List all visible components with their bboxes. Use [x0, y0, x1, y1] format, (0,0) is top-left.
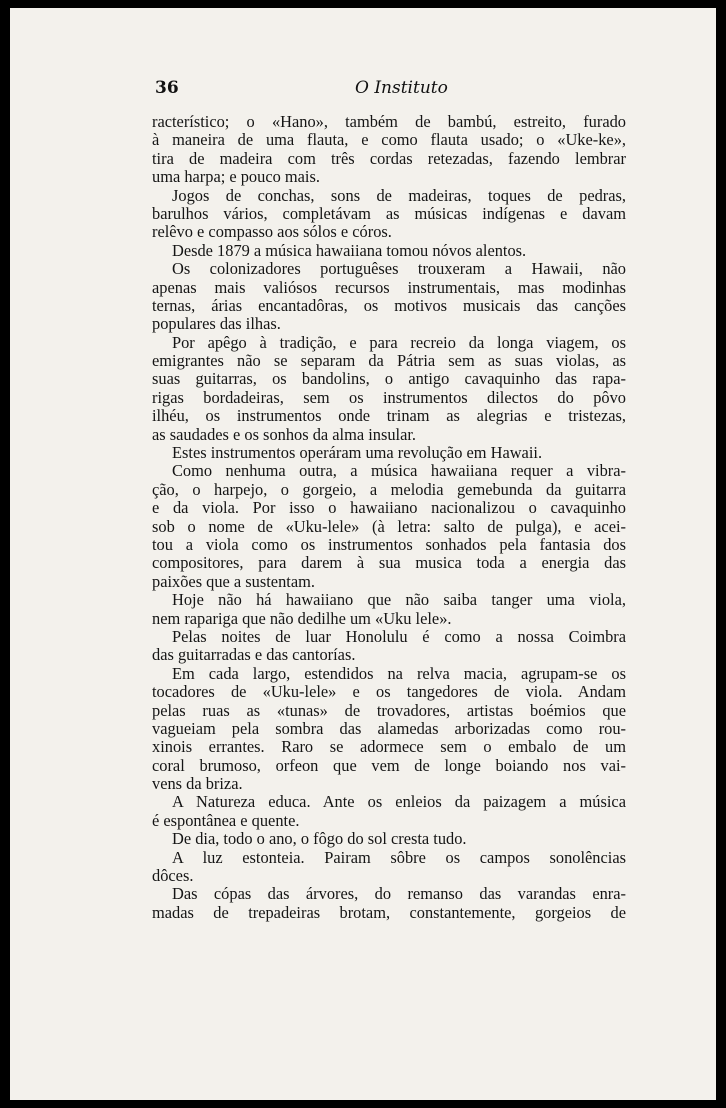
text-line: coral brumoso, orfeon que vem de longe boiando nos vai- — [152, 755, 626, 775]
text-line: suas guitarras, os bandolins, o antigo cavaquinho das rapa- — [152, 369, 626, 389]
text-line: Como nenhuma outra, a música hawaiiana requer a vibra- — [172, 461, 626, 481]
text-line: populares das ilhas. — [152, 314, 281, 334]
text-line: tira de madeira com três cordas retezadas, fazendo lembrar — [152, 148, 626, 168]
text-line: as saudades e os sonhos da alma insular. — [152, 424, 417, 444]
text-line: Por apêgo à tradição, e para recreio da longa viagem, os — [172, 332, 626, 352]
text-line: ção, o harpejo, o gorgeio, a melodia gemebunda da guitarra — [152, 479, 626, 499]
text-line: A Natureza educa. Ante os enleios da paizagem a música — [172, 792, 626, 812]
text-line: nem rapariga que não dedilhe um «Uku lele». — [152, 608, 452, 628]
text-line: ternas, árias encantadôras, os motivos musicais das canções — [152, 295, 626, 315]
text-line: Jogos de conchas, sons de madeiras, toques de pedras, — [172, 185, 626, 205]
text-line: tou a viola como os instrumentos sonhados pela fantasia dos — [152, 534, 626, 554]
page-header — [155, 78, 635, 102]
text-line: Em cada largo, estendidos na relva macia, agrupam-se os — [172, 663, 626, 683]
text-line: A luz estonteia. Pairam sôbre os campos sonolências — [172, 847, 626, 867]
text-line: sob o nome de «Uku-lele» (à letra: salto de pulga), e acei- — [152, 516, 626, 536]
text-line: barulhos vários, completávam as músicas indígenas e davam — [152, 203, 626, 223]
text-line: pelas ruas as «tunas» de trovadores, artistas boémios que — [152, 700, 626, 720]
text-line: Desde 1879 a música hawaiiana tomou nóvos alentos. — [172, 240, 527, 260]
text-line: Estes instrumentos operáram uma revolução em Hawaii. — [172, 443, 543, 463]
text-line: rigas bordadeiras, sem os instrumentos dilectos do pôvo — [152, 387, 626, 407]
text-line: racterístico; o «Hano», também de bambú, estreito, furado — [152, 112, 626, 131]
text-line: madas de trepadeiras brotam, constantemente, gorgeios de — [152, 902, 626, 922]
text-line: tocadores de «Uku-lele» e os tangedores de viola. Andam — [152, 682, 626, 702]
text-line: De dia, todo o ano, o fôgo do sol cresta tudo. — [172, 829, 467, 849]
text-line: vens da briza. — [152, 774, 243, 794]
body-text — [152, 113, 626, 922]
text-line: relêvo e compasso aos sólos e córos. — [152, 222, 392, 242]
text-line: à maneira de uma flauta, e como flauta usado; o «Uke-ke», — [152, 130, 626, 150]
page-number: 36 — [155, 78, 179, 98]
text-line: emigrantes não se separam da Pátria sem as suas violas, as — [152, 351, 626, 371]
text-line: Pelas noites de luar Honolulu é como a nossa Coimbra — [172, 626, 626, 646]
text-line: paixões que a sustentam. — [152, 571, 315, 591]
text-line: Hoje não há hawaiiano que não saiba tanger uma viola, — [172, 590, 626, 610]
text-line: dôces. — [152, 866, 194, 886]
text-line: compositores, para darem à sua musica toda a energia das — [152, 553, 626, 573]
running-title: O Instituto — [355, 78, 448, 98]
text-line: e da viola. Por isso o hawaiiano nacionalizou o cavaquinho — [152, 498, 626, 518]
text-line: das guitarradas e das cantorías. — [152, 645, 356, 665]
text-line: Os colonizadores portuguêses trouxeram a Hawaii, não — [172, 259, 626, 279]
text-line: apenas mais valiósos recursos instrumentais, mas modinhas — [152, 277, 626, 297]
text-line: uma harpa; e pouco mais. — [152, 167, 320, 187]
text-line: ilhéu, os instrumentos onde trinam as alegrias e tristezas, — [152, 406, 626, 426]
text-line: Das cópas das árvores, do remanso das varandas enra- — [172, 884, 626, 904]
text-line: é espontânea e quente. — [152, 810, 300, 830]
text-line: vagueiam pela sombra das alamedas arborizadas como rou- — [152, 718, 626, 738]
text-line: xinois errantes. Raro se adormece sem o embalo de um — [152, 737, 626, 757]
